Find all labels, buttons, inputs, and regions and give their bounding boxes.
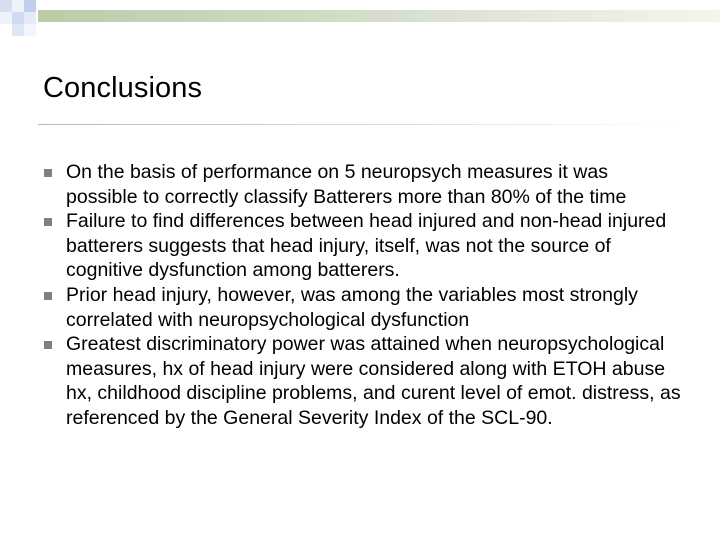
square-bullet-icon: [44, 292, 52, 300]
square-bullet-icon: [44, 341, 52, 349]
slide-title: Conclusions: [43, 72, 203, 104]
bullet-text: Greatest discriminatory power was attained when neuropsychological measures, hx of head injury were considered along with ETOH abuse hx, childhood discipline problems, and curent level of emot. distress, as referenced by the General Severity Index of the SCL-90.: [66, 333, 681, 429]
decor-square: [12, 12, 24, 24]
decor-square: [12, 0, 24, 12]
bullet-text: On the basis of performance on 5 neuropsych measures it was possible to correctly classify Batterers more than 80% of the time: [66, 161, 627, 208]
decor-square: [24, 0, 36, 12]
header-gradient-bar: [38, 10, 720, 22]
title-divider: [38, 124, 680, 125]
bullet-item: [44, 332, 684, 430]
decor-square: [12, 24, 24, 36]
bullet-item: [44, 283, 684, 332]
decor-square: [0, 12, 12, 24]
bullet-list: [44, 160, 684, 431]
decor-square: [24, 12, 36, 24]
decor-square: [24, 24, 36, 36]
bullet-text: Failure to find differences between head injured and non-head injured batterers suggests that head injury, itself, was not the source of cognitive dysfunction among batterers.: [66, 210, 667, 282]
bullet-item: [44, 160, 684, 209]
bullet-item: [44, 209, 684, 283]
square-bullet-icon: [44, 169, 52, 177]
bullet-text: Prior head injury, however, was among the variables most strongly correlated with neuropsychological dysfunction: [66, 283, 638, 331]
header-decoration: [0, 0, 720, 40]
square-bullet-icon: [44, 218, 52, 226]
decor-square: [0, 0, 12, 12]
